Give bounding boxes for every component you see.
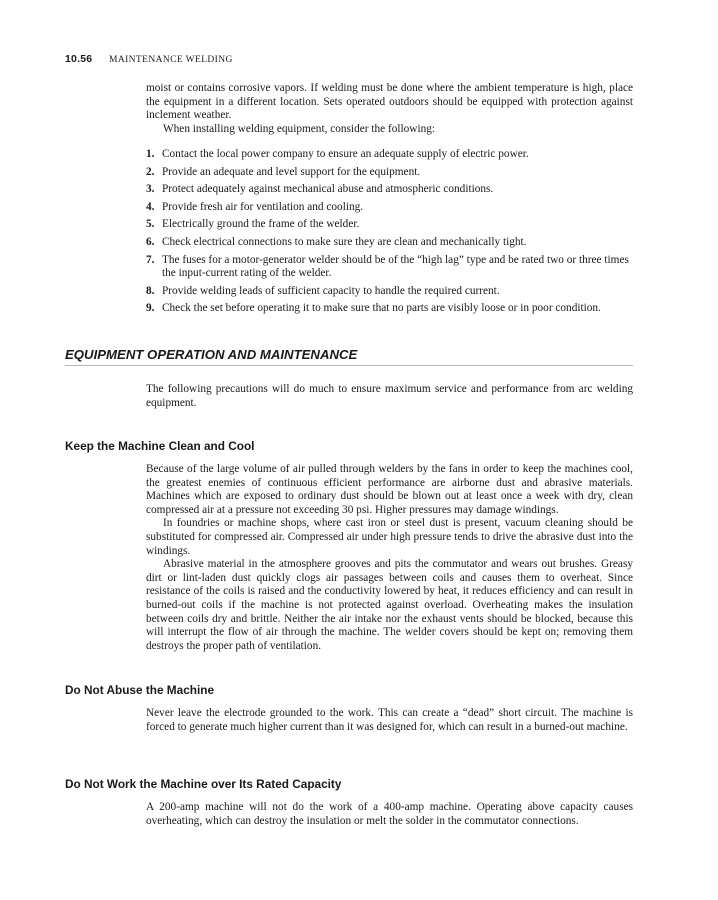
list-item <box>146 254 633 281</box>
running-title: MAINTENANCE WELDING <box>108 55 233 65</box>
list-item-text: Provide fresh air for ventilation and cooling. <box>162 200 364 213</box>
list-item-number: 6. <box>146 235 155 248</box>
abuse-block <box>146 707 633 734</box>
list-item <box>146 166 633 180</box>
list-item-number: 2. <box>146 165 155 178</box>
clean-cool-paragraph-2: In foundries or machine shops, where cast iron or steel dust is present, vacuum cleaning should be substituted for compressed air. Compressed air under high pressure tends to drive the abrasive dust into the windings. <box>146 517 633 557</box>
intro-paragraph-2: When installing welding equipment, consider the following: <box>163 122 436 135</box>
list-item <box>146 148 633 162</box>
list-item-number: 8. <box>146 284 155 297</box>
abuse-paragraph: Never leave the electrode grounded to the work. This can create a “dead” short circuit. The machine is forced to generate much higher current than it was designed for, which can result in a burned-out machine. <box>146 707 633 733</box>
list-item-text: Contact the local power company to ensure an adequate supply of electric power. <box>162 148 529 160</box>
installation-list <box>146 148 633 320</box>
clean-cool-paragraph-3: Abrasive material in the atmosphere grooves and pits the commutator and wears out brushes. Greasy dirt or lint-laden dust quickly clogs air passages between coils and causes them to overheat. Since resistance of the coils is raised and the conductivity lowered by heat, it reduces efficiency and can result in burned-out coils if the machine is not protected against overload. Overheating makes the insulation between coils dry and brittle. Neither the air intake nor the exhaust vents should be blocked, because this will interrupt the flow of air through the machine. The welder covers should be kept on; removing them destroys the proper path of ventilation. <box>146 558 633 652</box>
list-item-number: 7. <box>146 253 155 266</box>
list-item-text: Check electrical connections to make sure they are clean and mechanically tight. <box>162 235 527 248</box>
list-item <box>146 285 633 299</box>
running-head <box>65 53 233 65</box>
section-heading: EQUIPMENT OPERATION AND MAINTENANCE <box>65 347 633 366</box>
list-item-text: Protect adequately against mechanical abuse and atmospheric conditions. <box>162 183 494 196</box>
page-number: 10.56 <box>65 53 93 65</box>
subheading-capacity: Do Not Work the Machine over Its Rated Capacity <box>65 777 342 791</box>
list-item-text: Provide welding leads of sufficient capacity to handle the required current. <box>162 284 500 297</box>
clean-cool-paragraph-1: Because of the large volume of air pulled through welders by the fans in order to keep the machines cool, the greatest enemies of continuous efficient performance are airborne dust and abrasive materials. Machines which are exposed to ordinary dust should be blown out at least once a week with dry, clean compressed air at a pressure not exceeding 30 psi. Higher pressures may damage windings. <box>146 463 633 516</box>
subheading-abuse: Do Not Abuse the Machine <box>65 683 214 697</box>
capacity-block <box>146 801 633 828</box>
clean-cool-block <box>146 463 633 653</box>
list-item-text: Provide an adequate and level support for the equipment. <box>162 165 421 178</box>
section-intro-block <box>146 383 633 410</box>
list-item <box>146 236 633 250</box>
list-item <box>146 302 633 316</box>
subheading-clean-cool: Keep the Machine Clean and Cool <box>65 439 255 453</box>
intro-block <box>146 82 633 136</box>
list-item-text: The fuses for a motor-generator welder should be of the “high lag” type and be rated two or three times the input-current rating of the welder. <box>162 253 629 280</box>
intro-paragraph-1: moist or contains corrosive vapors. If welding must be done where the ambient temperature is high, place the equipment in a different location. Sets operated outdoors should be equipped with protection against inclement weather. <box>146 82 633 122</box>
list-item <box>146 201 633 215</box>
list-item <box>146 218 633 232</box>
section-intro-paragraph: The following precautions will do much to ensure maximum service and performance from arc welding equipment. <box>146 383 633 409</box>
list-item-number: 9. <box>146 302 155 315</box>
list-item-text: Electrically ground the frame of the welder. <box>162 218 360 231</box>
capacity-paragraph: A 200-amp machine will not do the work of a 400-amp machine. Operating above capacity causes overheating, which can destroy the insulation or melt the solder in the commutator connections. <box>146 801 633 827</box>
list-item-number: 3. <box>146 183 155 196</box>
list-item-number: 1. <box>146 148 155 160</box>
list-item <box>146 183 633 197</box>
list-item-number: 5. <box>146 218 155 231</box>
list-item-number: 4. <box>146 200 155 213</box>
list-item-text: Check the set before operating it to make sure that no parts are visibly loose or in poor condition. <box>162 302 601 315</box>
